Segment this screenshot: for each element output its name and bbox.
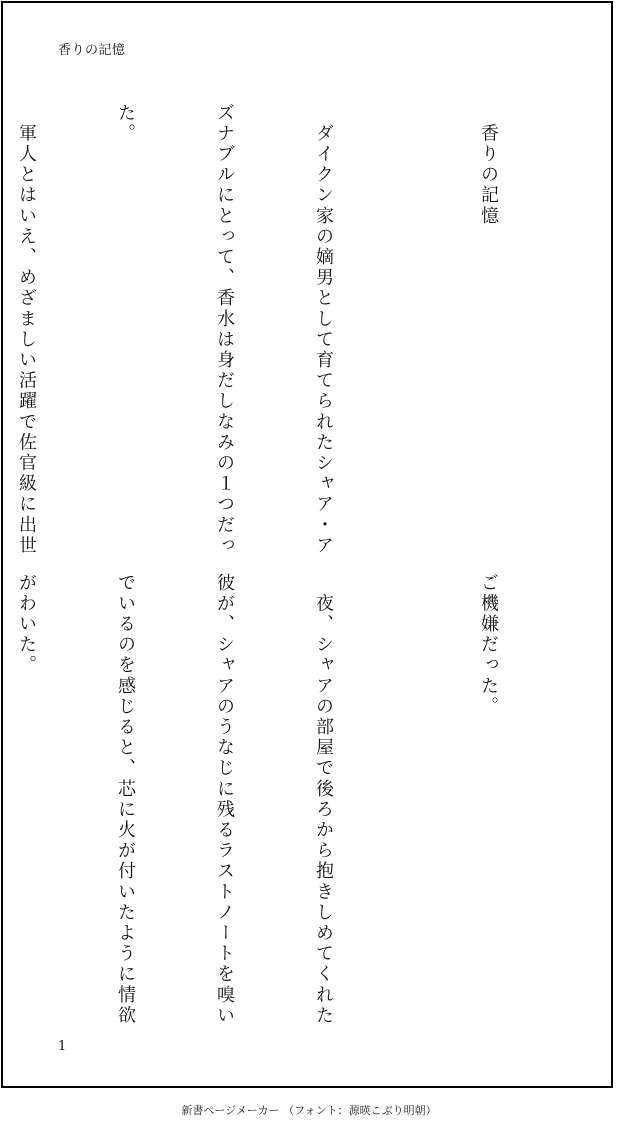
text-line: でいるのを感じると、芯に火が付いたように情欲 — [115, 573, 136, 1027]
lower-text-block — [0, 573, 571, 1027]
running-header: 香りの記憶 — [58, 43, 126, 58]
text-line: ダイクン家の嫡男として育てられたシャア・ア — [313, 103, 334, 557]
book-page — [1, 1, 613, 1088]
text-line: 香りの記憶 — [478, 103, 499, 227]
footer-credit: 新書ページメーカー （フォント：源暎こぶり明朝） — [181, 1104, 437, 1117]
text-line: 彼が、シャアのうなじに残るラストノートを嗅い — [214, 573, 235, 1027]
text-line: た。 — [115, 103, 136, 145]
text-line: がわいた。 — [16, 573, 37, 676]
text-line: ご機嫌だった。 — [478, 573, 499, 718]
page-number: 1 — [58, 1039, 67, 1054]
text-line: ズナブルにとって、香水は身だしなみの１つだっ — [214, 103, 235, 557]
upper-text-block — [0, 103, 571, 557]
text-line: 夜、シャアの部屋で後ろから抱きしめてくれた — [313, 573, 334, 1027]
text-line: 軍人とはいえ、めざましい活躍で佐官級に出世 — [16, 103, 37, 557]
